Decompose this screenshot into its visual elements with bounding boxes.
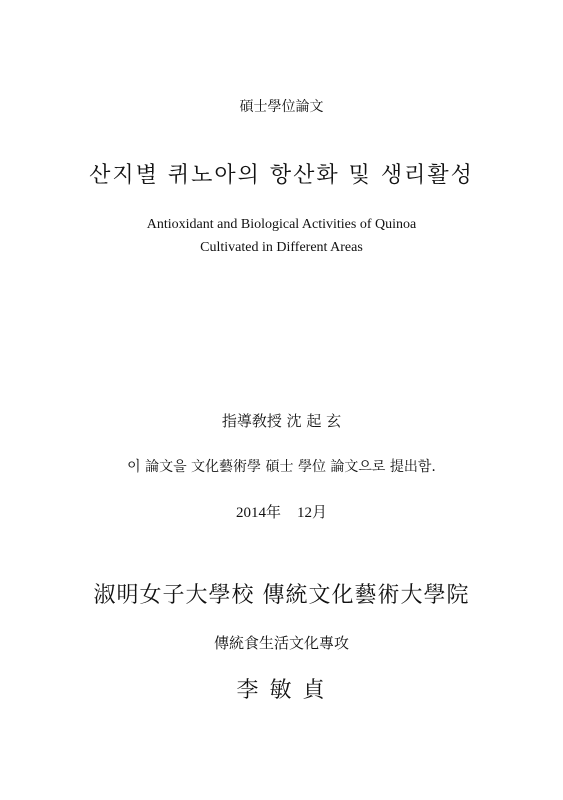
submission-statement: 이 論文을 文化藝術學 碩士 學位 論文으로 提出함. — [127, 459, 436, 475]
submission-year: 2014年 — [235, 505, 281, 521]
thesis-title-english — [0, 213, 563, 259]
submission-date — [0, 501, 563, 522]
university-name: 淑明女子大學校 傳統文化藝術大學院 — [93, 583, 470, 608]
submission-month: 12月 — [297, 505, 328, 521]
advisor-line: 指導敎授 沈 起 玄 — [221, 412, 342, 430]
degree-label: 碩士學位論文 — [239, 99, 324, 115]
major-name: 傳統食生活文化專攻 — [213, 634, 349, 652]
thesis-title-korean: 산지별 퀴노아의 항산화 및 생리활성 — [89, 163, 474, 188]
thesis-title-english-line2: Cultivated in Different Areas — [200, 240, 363, 255]
author-name: 李 敏 貞 — [236, 678, 327, 703]
thesis-title-english-line1: Antioxidant and Biological Activities of Quinoa — [146, 217, 417, 232]
